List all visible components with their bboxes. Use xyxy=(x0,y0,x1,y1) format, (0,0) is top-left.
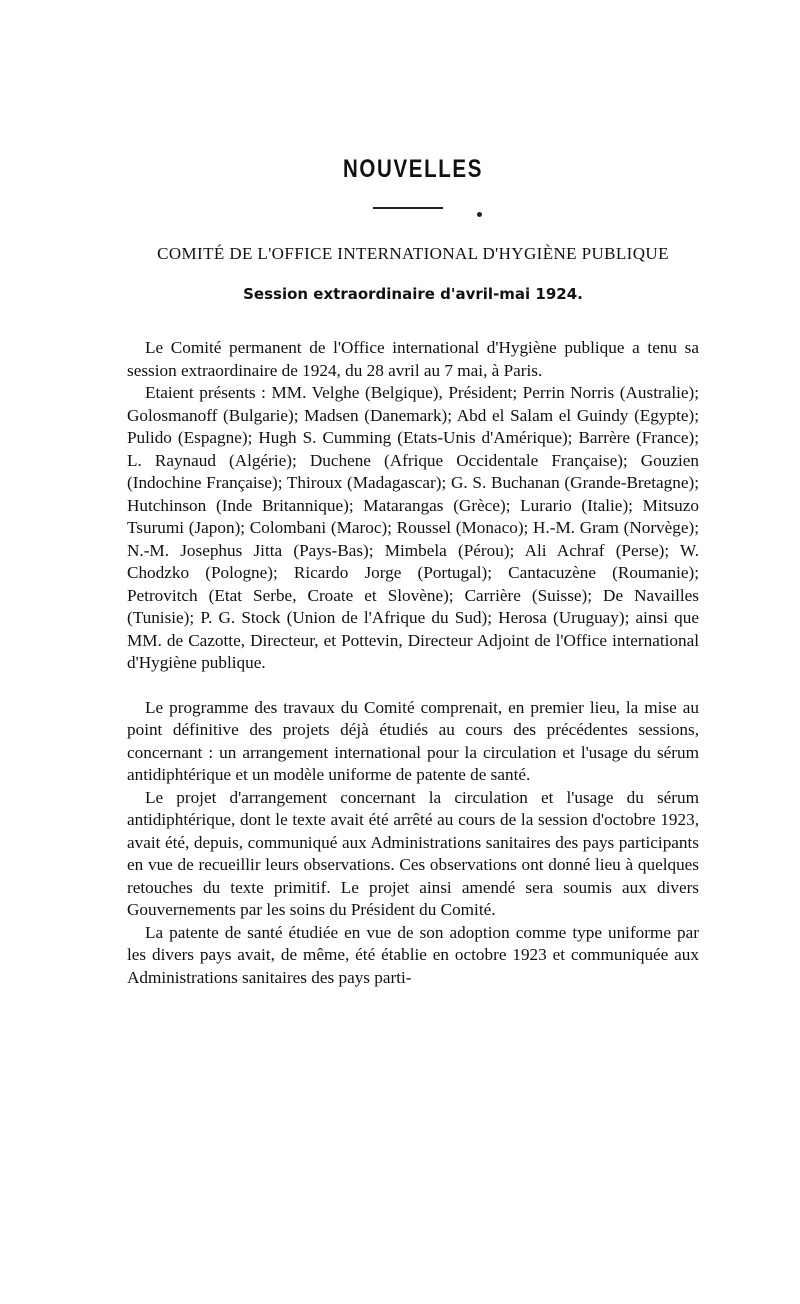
ornament-dot xyxy=(477,212,482,217)
paragraph-attendees: Etaient présents : MM. Velghe (Belgique), Président; Perrin Norris (Australie); Golosmanoff (Bulgarie); Madsen (Danemark); Abd el Salam el Guindy (Egypte); Pulido (Espagne); Hugh S. Cumming (Etats-Unis d'Amérique); Barrère (France); L. Raynaud (Algérie); Duchene (Afrique Occidentale Française); Gouzien (Indochine Française); Thiroux (Madagascar); G. S. Buchanan (Grande-Bretagne); Hutchinson (Inde Britannique); Matarangas (Grèce); Lurario (Italie); Mitsuzo Tsurumi (Japon); Colombani (Maroc); Roussel (Monaco); H.-M. Gram (Norvège); N.-M. Josephus Jitta (Pays-Bas); Mimbela (Pérou); Ali Achraf (Perse); W. Chodzko (Pologne); Ricardo Jorge (Portugal); Cantacuzène (Roumanie); Petrovitch (Etat Serbe, Croate et Slovène); Carrière (Suisse); De Navailles (Tunisie); P. G. Stock (Union de l'Afrique du Sud); Herosa (Uruguay); ainsi que MM. de Cazotte, Directeur, et Pottevin, Directeur Adjoint de l'Office international d'Hygiène publique. xyxy=(127,383,699,672)
section-heading: COMITÉ DE L'OFFICE INTERNATIONAL D'HYGIÈNE PUBLIQUE xyxy=(157,244,669,263)
page-heading: NOUVELLES xyxy=(342,155,484,183)
article-body xyxy=(127,337,699,989)
paragraph-programme: Le programme des travaux du Comité comprenait, en premier lieu, la mise au point définitive des projets déjà étudiés au cours des précédentes sessions, concernant : un arrangement international pour la circulation et l'usage du sérum antidiphtérique et un modèle uniforme de patente de santé. xyxy=(127,697,699,784)
paragraph-serum: Le projet d'arrangement concernant la circulation et l'usage du sérum antidiphtérique, dont le texte avait été arrêté au cours de la session d'octobre 1923, avait été, depuis, communiqué aux Administrations sanitaires des pays participants en vue de recueillir leurs observations. Ces observations ont donné lieu à quelques retouches du texte primitif. Le projet ainsi amendé sera soumis aux divers Gouvernements par les soins du Président du Comité. xyxy=(127,787,699,919)
session-heading: Session extraordinaire d'avril-mai 1924. xyxy=(243,285,583,303)
paragraph-intro: Le Comité permanent de l'Office international d'Hygiène publique a tenu sa session extraordinaire de 1924, du 28 avril au 7 mai, à Paris. xyxy=(127,338,699,380)
paragraph-patente: La patente de santé étudiée en vue de son adoption comme type uniforme par les divers pays avait, de même, été établie en octobre 1923 et communiquée aux Administrations sanitaires des pays parti- xyxy=(127,922,699,987)
title-rule xyxy=(373,207,443,209)
